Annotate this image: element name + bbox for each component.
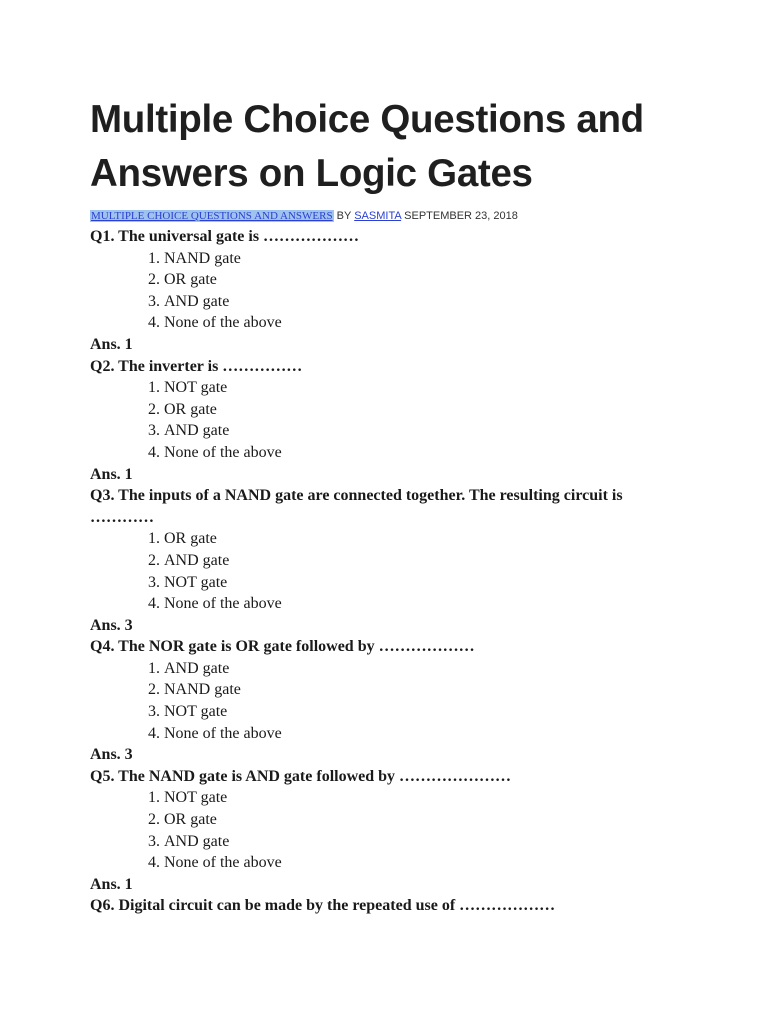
- option-item: 1. OR gate: [164, 528, 635, 550]
- options-list: [90, 787, 635, 873]
- option-item: 4. None of the above: [164, 723, 635, 745]
- options-list: [90, 658, 635, 744]
- option-item: 3. NOT gate: [164, 572, 635, 594]
- options-list: [90, 528, 635, 614]
- answer-text: Ans. 1: [90, 875, 133, 893]
- answer-text: Ans. 3: [90, 616, 133, 634]
- answer-text: Ans. 3: [90, 746, 133, 764]
- option-item: 1. NAND gate: [164, 248, 635, 270]
- author-link[interactable]: SASMITA: [354, 210, 402, 222]
- option-item: 4. None of the above: [164, 852, 635, 874]
- option-item: 3. AND gate: [164, 291, 635, 313]
- post-date: SEPTEMBER 23, 2018: [404, 210, 518, 222]
- question-text: Q6. Digital circuit can be made by the repeated use of ………………: [90, 897, 556, 915]
- answer-text: Ans. 1: [90, 465, 133, 483]
- option-item: 3. AND gate: [164, 420, 635, 442]
- question-text: Q4. The NOR gate is OR gate followed by ………………: [90, 638, 475, 656]
- option-item: 2. OR gate: [164, 399, 635, 421]
- option-item: 3. NOT gate: [164, 701, 635, 723]
- by-label: BY: [336, 210, 352, 222]
- question-text: Q5. The NAND gate is AND gate followed by …………………: [90, 767, 512, 785]
- page-title: Multiple Choice Questions and Answers on Logic Gates: [90, 98, 644, 195]
- article-body: [90, 226, 635, 917]
- option-item: 2. AND gate: [164, 550, 635, 572]
- options-list: [90, 248, 635, 334]
- option-item: 1. NOT gate: [164, 377, 635, 399]
- option-item: 4. None of the above: [164, 312, 635, 334]
- option-item: 2. OR gate: [164, 269, 635, 291]
- question-text: Q1. The universal gate is ………………: [90, 228, 360, 245]
- option-item: 4. None of the above: [164, 593, 635, 615]
- options-list: [90, 377, 635, 463]
- option-item: 3. AND gate: [164, 831, 635, 853]
- question-text: Q2. The inverter is ……………: [90, 357, 303, 375]
- question-text: Q3. The inputs of a NAND gate are connected together. The resulting circuit is …………: [90, 487, 623, 526]
- option-item: 1. NOT gate: [164, 787, 635, 809]
- option-item: 2. OR gate: [164, 809, 635, 831]
- option-item: 1. AND gate: [164, 658, 635, 680]
- option-item: 4. None of the above: [164, 442, 635, 464]
- answer-text: Ans. 1: [90, 335, 133, 353]
- option-item: 2. NAND gate: [164, 679, 635, 701]
- category-link[interactable]: MULTIPLE CHOICE QUESTIONS AND ANSWERS: [91, 210, 333, 222]
- post-meta: [90, 209, 518, 223]
